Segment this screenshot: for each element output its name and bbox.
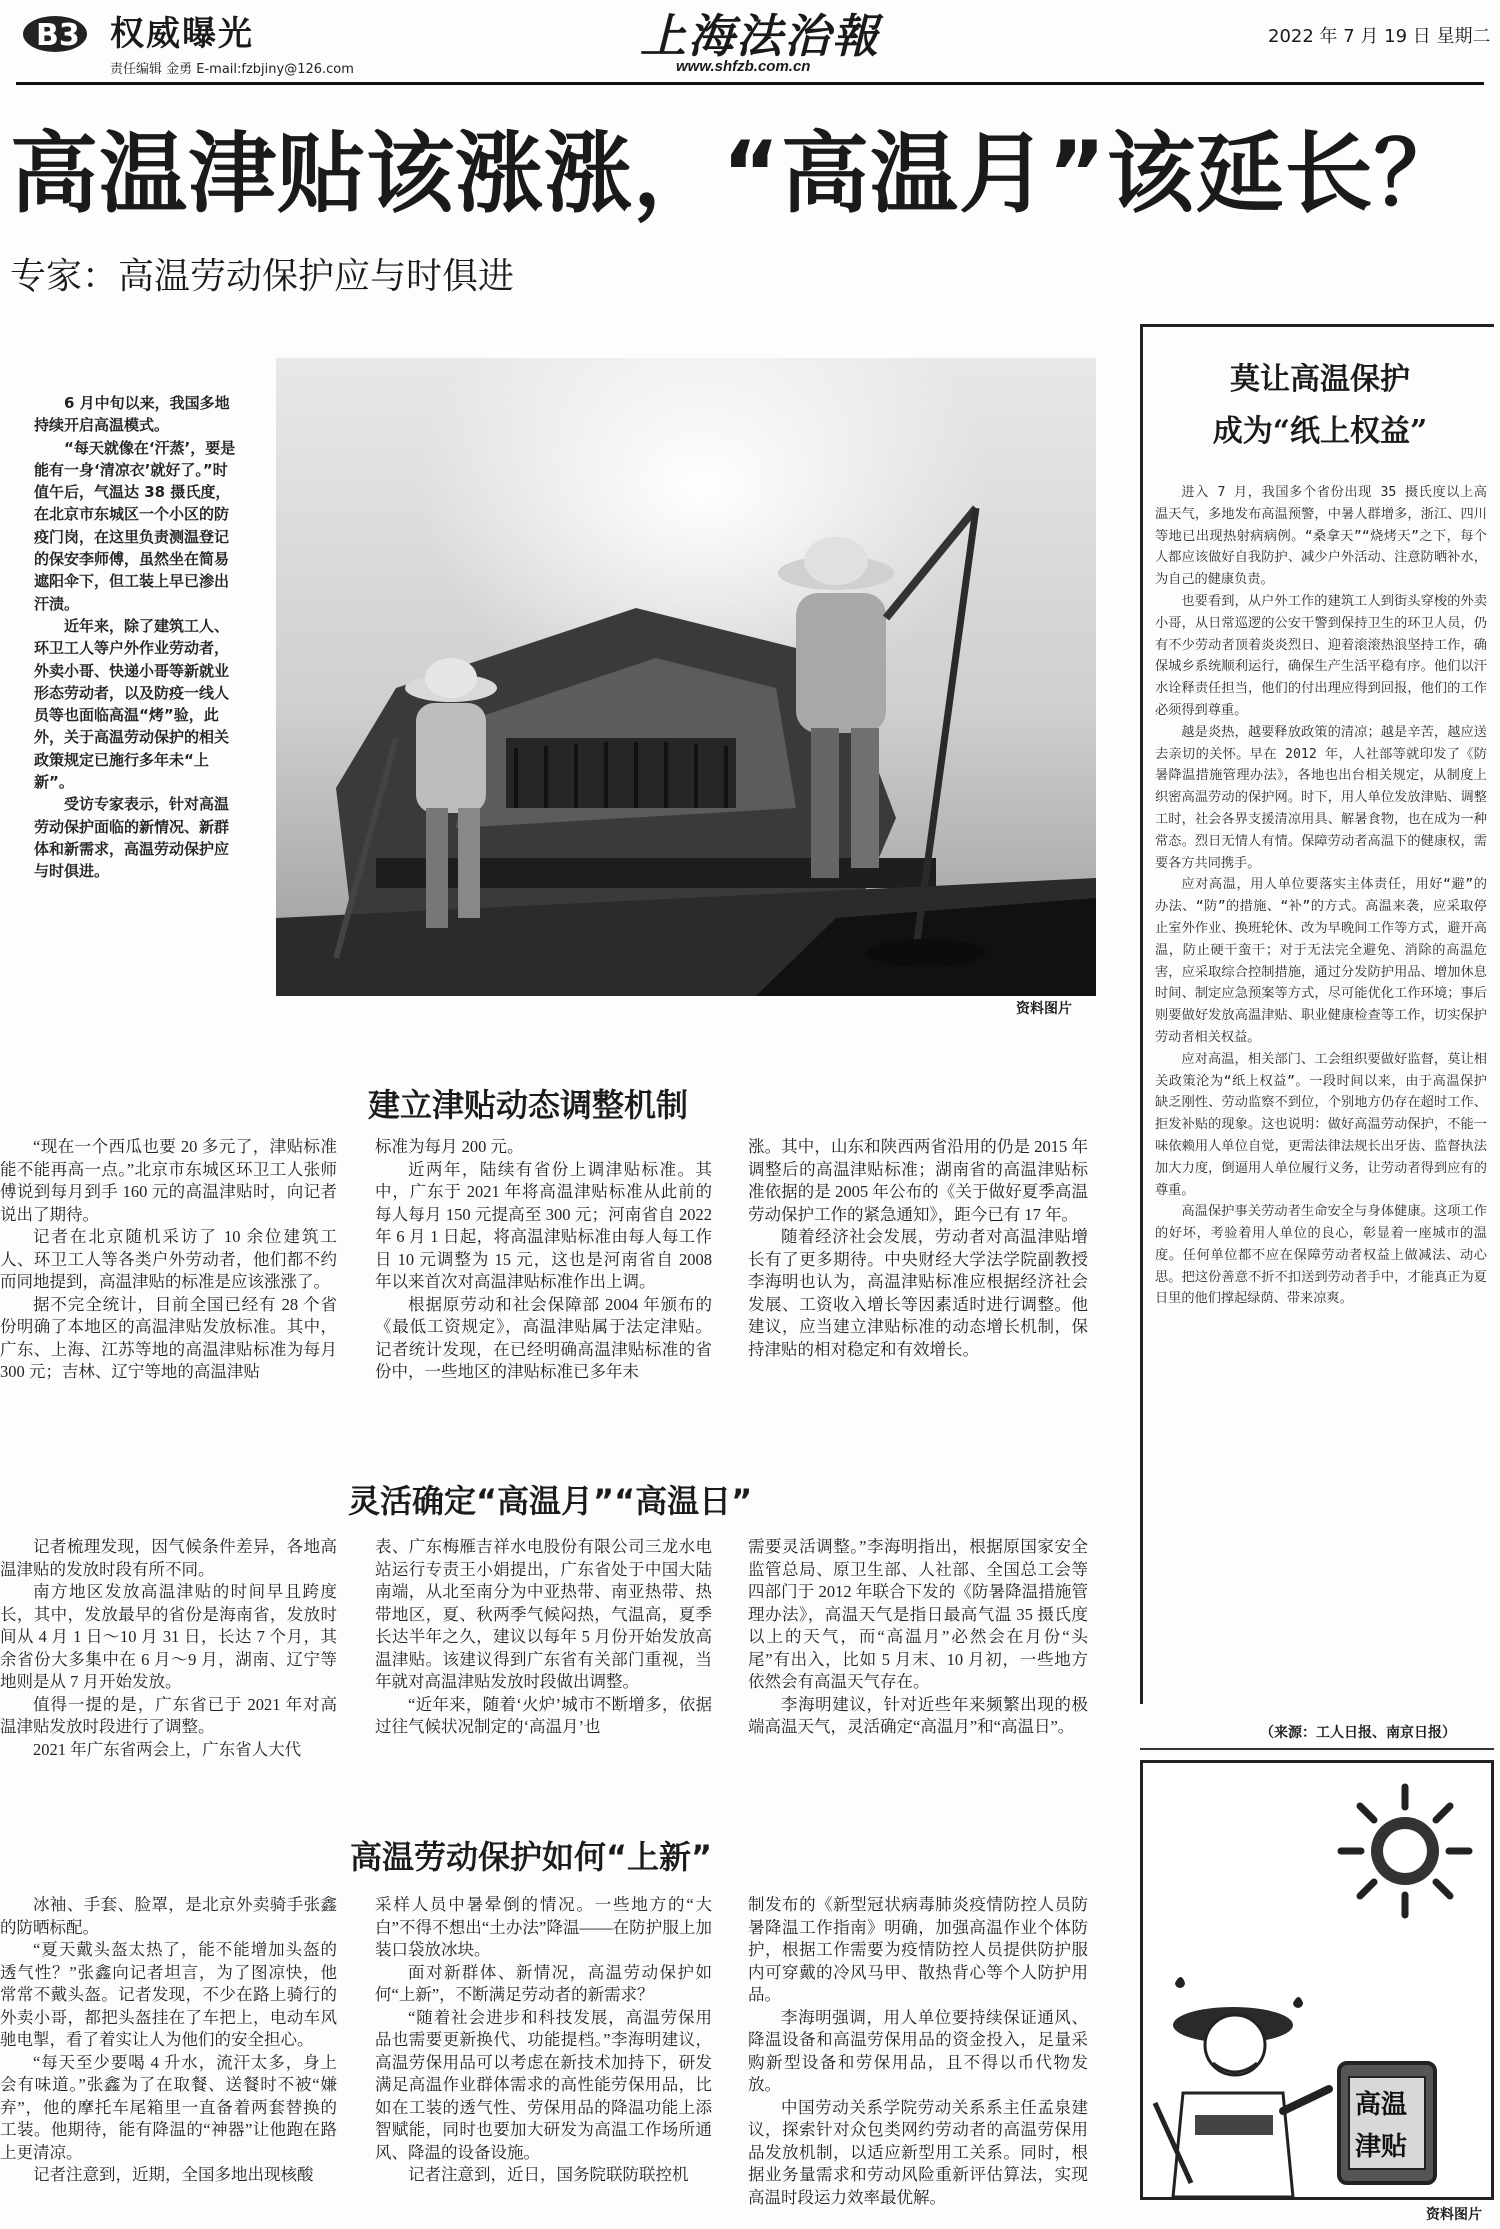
commentary-title-line: 成为“纸上权益” bbox=[1212, 414, 1428, 449]
article-paragraph: 近两年，陆续有省份上调津贴标准。其中，广东于 2021 年将高温津贴标准从此前的每人每月 150 元提高至 300 元；河南省自 2022 年 6 月 1 日起，将高温津贴标准由每人每工作日 10 元调整为 15 元，这也是河南省自 2008 年以来首次对高温津贴标准作出上调。 bbox=[375, 1159, 712, 1291]
article-column bbox=[748, 1894, 1088, 2209]
issue-date: 2022 年 7 月 19 日 星期二 bbox=[1268, 26, 1491, 47]
cartoon-credit: 资料图片 bbox=[1426, 2207, 1482, 2223]
commentary-paragraph: 越是炎热，越要释放政策的清凉；越是辛苦，越应送去亲切的关怀。早在 2012 年，人社部等就印发了《防暑降温措施管理办法》，各地也出台相关规定，从制度上织密高温劳动的保护网。时下，用人单位发放津贴、调整工时，社会各界支援清凉用具、解暑食物，也在成为一种常态。烈日无情人有情。保障劳动者高温下的健康权，需要各方共同携手。 bbox=[1155, 724, 1487, 871]
masthead-rule bbox=[16, 82, 1484, 85]
cartoon-sign-text: 高温 bbox=[1355, 2090, 1408, 2120]
newspaper-url: www.shfzb.com.cn bbox=[676, 58, 811, 75]
article-paragraph: 李海明强调，用人单位要持续保证通风、降温设备和高温劳保用品的资金投入，足量采购新型设备和劳保用品，且不得以币代物发放。 bbox=[748, 2007, 1088, 2094]
article-column bbox=[748, 1536, 1088, 1739]
article-paragraph: “夏天戴头盔太热了，能不能增加头盔的透气性？”张鑫向记者坦言，为了图凉快，他常常不戴头盔。记者发现，不少在路上骑行的外卖小哥，都把头盔挂在了车把上，电动车风驰电掣，看了着实让人为他们的安全担心。 bbox=[0, 1940, 337, 2049]
commentary-body bbox=[1155, 482, 1487, 1310]
article-paragraph: 南方地区发放高温津贴的时间早且跨度长，其中，发放最早的省份是海南省，发放时间从 4 月 1 日～10 月 31 日，长达 7 个月，其余省份大多集中在 6 月～9 月，湖南、辽宁等地则是从 7 月开始发放。 bbox=[0, 1582, 337, 1691]
article-paragraph: 记者注意到，近期，全国多地出现核酸 bbox=[33, 2165, 314, 2184]
cartoon-illustration bbox=[1140, 1760, 1494, 2200]
article-paragraph: 涨。其中，山东和陕西两省沿用的仍是 2015 年调整后的高温津贴标准；湖南省的高温津贴标准依据的是 2005 年公布的《关于做好夏季高温劳动保护工作的紧急通知》，距今已有 17 年。 bbox=[748, 1137, 1088, 1224]
editor-info: 责任编辑 金勇 E-mail:fzbjiny@126.com bbox=[110, 62, 354, 77]
sidebar-divider bbox=[1140, 1748, 1494, 1750]
lead-paragraph: 6 月中旬以来，我国多地持续开启高温模式。 bbox=[34, 394, 230, 435]
article-column bbox=[0, 1894, 337, 2187]
commentary-paragraph: 高温保护事关劳动者生命安全与身体健康。这项工作的好坏，考验着用人单位的良心，彰显着一座城市的温度。任何单位都不应在保障劳动者权益上做减法、动心思。把这份善意不折不扣送到劳动者手中，才能真正为夏日里的他们撑起绿荫、带来凉爽。 bbox=[1155, 1204, 1487, 1307]
article-lead bbox=[34, 392, 242, 883]
commentary-paragraph: 进入 7 月，我国多个省份出现 35 摄氏度以上高温天气，多地发布高温预警，中暑人群增多，浙江、四川等地已出现热射病病例。“桑拿天”“烧烤天”之下，每个人都应该做好自我防护、减少户外活动、注意防晒补水，为自己的健康负责。 bbox=[1155, 485, 1487, 588]
newspaper-name: 上海法治報 bbox=[640, 9, 880, 63]
article-column bbox=[375, 1536, 712, 1739]
article-paragraph: 据不完全统计，目前全国已经有 28 个省份明确了本地区的高温津贴发放标准。其中，广东、上海、江苏等地的高温津贴标准为每月 300 元；吉林、辽宁等地的高温津贴 bbox=[0, 1294, 337, 1381]
article-paragraph: “随着社会进步和科技发展，高温劳保用品也需要更新换代、功能提档。”李海明建议，高温劳保用品可以考虑在新技术加持下，研发满足高温作业群体需求的高性能劳保用品，比如在工装的透气性、劳保用品的降温功能上添智赋能，同时也要加大研发为高温工作场所通风、降温的设备设施。 bbox=[375, 2007, 712, 2162]
article-paragraph: 中国劳动关系学院劳动关系系主任孟泉建议，探索针对众包类网约劳动者的高温劳保用品发放机制，以适应新型用工关系。同时，根据业务量需求和劳动风险重新评估算法，实现高温时段运力效率最优解。 bbox=[748, 2097, 1088, 2207]
article-paragraph: 根据原劳动和社会保障部 2004 年颁布的《最低工资规定》，高温津贴属于法定津贴。记者统计发现，在已经明确高温津贴标准的省份中，一些地区的津贴标准已多年未 bbox=[375, 1294, 712, 1381]
article-paragraph: “每天至少要喝 4 升水，流汗太多，身上会有味道。”张鑫为了在取餐、送餐时不被“嫌弃”，他的摩托车尾箱里一直备着两套替换的工装。他期待，能有降温的“神器”让他跑在路上更清凉。 bbox=[0, 2052, 337, 2162]
article-headline: 高温津贴该涨涨，“高温月”该延长？ bbox=[10, 122, 1463, 225]
article-column bbox=[0, 1136, 337, 1384]
article-paragraph: 表、广东梅雁吉祥水电股份有限公司三龙水电站运行专责王小娟提出，广东省处于中国大陆南端，从北至南分为中亚热带、南亚热带、热带地区，夏、秋两季气候闷热，气温高，夏季长达半年之久，建议以每年 5 月份开始发放高温津贴。该建议得到广东省有关部门重视，当年就对高温津贴发放时段做出调整。 bbox=[375, 1537, 712, 1691]
commentary-paragraph: 应对高温，用人单位要落实主体责任，用好“避”的办法、“防”的措施、“补”的方式。高温来袭，应采取停止室外作业、换班轮休、改为早晚间工作等方式，避开高温，防止硬干蛮干；对于无法完全避免、消除的高温危害，应采取综合控制措施，通过分发防护用品、增加休息时间、制定应急预案等方式，尽可能优化工作环境；事后则要做好发放高温津贴、职业健康检查等工作，切实保护劳动者相关权益。 bbox=[1155, 877, 1487, 1045]
section-heading: 建立津贴动态调整机制 bbox=[368, 1086, 689, 1124]
commentary-paragraph: 应对高温，相关部门、工会组织要做好监督，莫让相关政策沦为“纸上权益”。一段时间以来，由于高温保护缺乏刚性、劳动监察不到位，个别地方仍存在超时工作、拒发补贴的现象。这也说明：做好高温劳动保护，不能一味依赖用人单位自觉，更需法律法规长出牙齿、监督执法加大力度，倒逼用人单位履行义务，让劳动者得到应有的尊重。 bbox=[1155, 1051, 1487, 1198]
commentary-title-line: 莫让高温保护 bbox=[1230, 362, 1410, 397]
article-paragraph: 需要灵活调整。”李海明指出，根据原国家安全监管总局、原卫生部、人社部、全国总工会等四部门于 2012 年联合下发的《防暑降温措施管理办法》，高温天气是指日最高气温 35 摄氏度以上的天气，而“高温月”必然会在月份“头尾”有出入，比如 5 月末、10 月初，一些地方依然会有高温天气存在。 bbox=[748, 1537, 1088, 1691]
commentary-title bbox=[1150, 354, 1490, 458]
article-paragraph: 记者注意到，近日，国务院联防联控机 bbox=[408, 2165, 689, 2184]
section-title: 权威曝光 bbox=[110, 14, 254, 54]
article-column bbox=[0, 1536, 337, 1761]
article-paragraph: “近年来，随着‘火炉’城市不断增多，依据过往气候状况制定的‘高温月’也 bbox=[375, 1694, 712, 1736]
commentary-source: （来源：工人日报、南京日报） bbox=[1260, 1725, 1456, 1741]
sun-icon bbox=[1341, 1787, 1469, 1915]
article-paragraph: 值得一提的是，广东省已于 2021 年对高温津贴发放时段进行了调整。 bbox=[0, 1694, 337, 1736]
article-paragraph: 制发布的《新型冠状病毒肺炎疫情防控人员防暑降温工作指南》明确，加强高温作业个体防护，根据工作需要为疫情防控人员提供防护服内可穿戴的冷风马甲、散热背心等个人防护用品。 bbox=[748, 1895, 1088, 2004]
article-paragraph: 2021 年广东省两会上，广东省人大代 bbox=[33, 1739, 302, 1759]
article-paragraph: 李海明建议，针对近些年来频繁出现的极端高温天气，灵活确定“高温月”和“高温日”。 bbox=[748, 1694, 1088, 1736]
article-column bbox=[375, 1894, 712, 2187]
article-paragraph: 标准为每月 200 元。 bbox=[375, 1137, 524, 1156]
article-paragraph: “现在一个西瓜也要 20 多元了，津贴标准能不能再高一点。”北京市东城区环卫工人张师傅说到每月到手 160 元的高温津贴时，向记者说出了期待。 bbox=[0, 1137, 337, 1224]
page-number-text: B3 bbox=[36, 18, 80, 53]
section-heading: 灵活确定“高温月”“高温日” bbox=[348, 1482, 753, 1520]
lead-paragraph: “每天就像在‘汗蒸’，要是能有一身‘清凉衣’就好了。”时值午后，气温达 38 摄氏度，在北京市东城区一个小区的防疫门岗，在这里负责测温登记的保安李师傅，虽然坐在简易遮阳伞下，但工装上早已渗出汗渍。 bbox=[34, 438, 236, 613]
article-paragraph: 随着经济社会发展，劳动者对高温津贴增长有了更多期待。中央财经大学法学院副教授李海明也认为，高温津贴标准应根据经济社会发展、工资收入增长等因素适时进行调整。他建议，应当建立津贴标准的动态增长机制，保持津贴的相对稳定和有效增长。 bbox=[748, 1227, 1088, 1359]
section-heading: 高温劳动保护如何“上新” bbox=[350, 1838, 713, 1876]
article-paragraph: 冰袖、手套、脸罩，是北京外卖骑手张鑫的防晒标配。 bbox=[0, 1895, 337, 1937]
commentary-paragraph: 也要看到，从户外工作的建筑工人到街头穿梭的外卖小哥，从日常巡逻的公安干警到保持卫生的环卫人员，仍有不少劳动者顶着炎炎烈日、迎着滚滚热浪坚持工作，确保城乡系统顺利运行，确保生产生活平稳有序。他们以汗水诠释责任担当，他们的付出理应得到回报，他们的工作必须得到尊重。 bbox=[1155, 593, 1487, 718]
lead-paragraph: 受访专家表示，针对高温劳动保护面临的新情况、新群体和新需求，高温劳动保护应与时俱进。 bbox=[34, 795, 230, 881]
article-subheadline: 专家：高温劳动保护应与时俱进 bbox=[10, 256, 515, 297]
article-paragraph: 采样人员中暑晕倒的情况。一些地方的“大白”不得不想出“土办法”降温——在防护服上加装口袋放冰块。 bbox=[375, 1895, 712, 1959]
article-paragraph: 记者梳理发现，因气候条件差异，各地高温津贴的发放时段有所不同。 bbox=[0, 1537, 337, 1579]
page-number-badge bbox=[22, 14, 88, 54]
lead-paragraph: 近年来，除了建筑工人、环卫工人等户外作业劳动者，外卖小哥、快递小哥等新就业形态劳动者，以及防疫一线人员等也面临高温“烤”验，此外，关于高温劳动保护的相关政策规定已施行多年未“上新”。 bbox=[34, 616, 230, 792]
news-photo-workers-paving bbox=[276, 358, 1096, 996]
cartoon-sign-text: 津贴 bbox=[1355, 2132, 1408, 2162]
article-column bbox=[748, 1136, 1088, 1361]
article-column bbox=[375, 1136, 712, 1384]
photo-credit: 资料图片 bbox=[1016, 1001, 1072, 1017]
article-paragraph: 记者在北京随机采访了 10 余位建筑工人、环卫工人等各类户外劳动者，他们都不约而同地提到，高温津贴的标准是应该涨涨了。 bbox=[0, 1227, 337, 1291]
article-paragraph: 面对新群体、新情况，高温劳动保护如何“上新”，不断满足劳动者的新需求？ bbox=[375, 1962, 712, 2004]
